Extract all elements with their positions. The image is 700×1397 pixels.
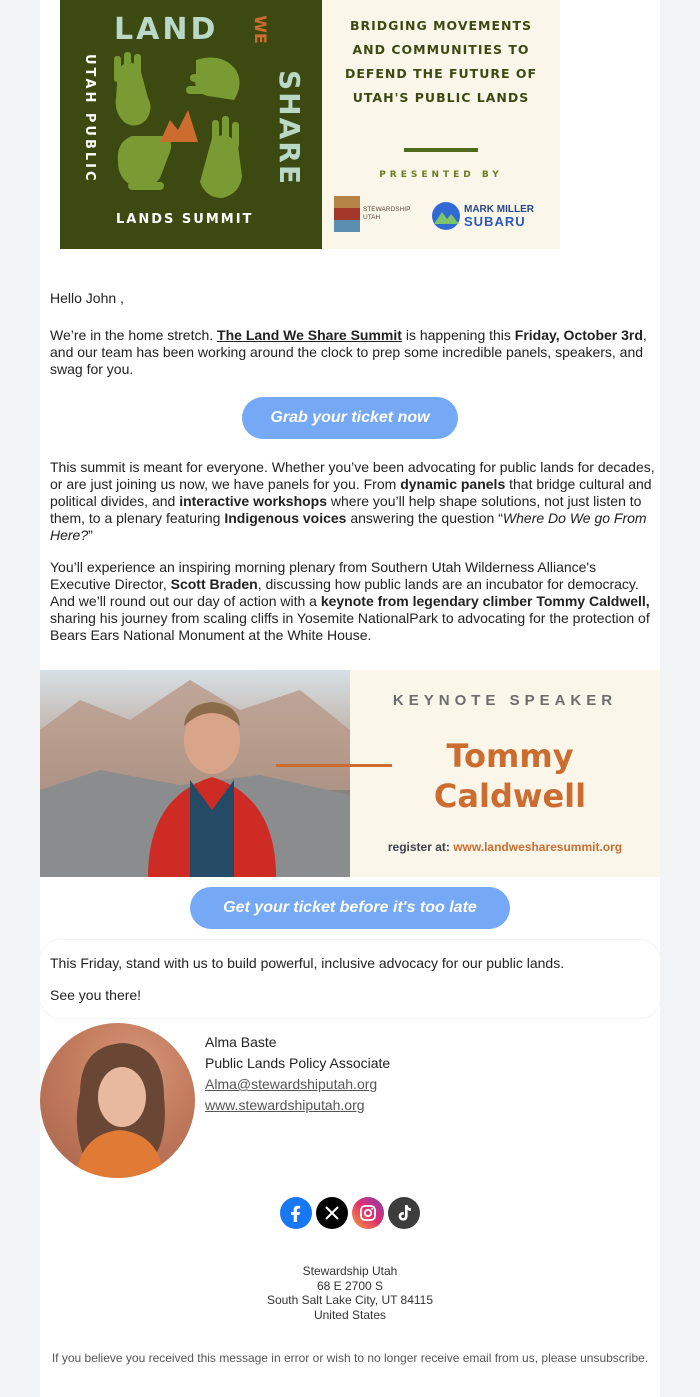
- keynote-speaker-photo: [40, 670, 350, 877]
- speakers-paragraph: You’ll experience an inspiring morning plenary from Southern Utah Wilderness Alliance's Executive Director, Scott Braden, discussing how public lands are an incubator for democracy. And we’ll round out our day of action with a keynote from legendary climber Tommy Caldwell, sharing his journey from scaling cliffs in Yosemite NationalPark to advocating for the protection of Bears Ears National Monument at the White House.: [50, 559, 650, 643]
- social-links: [280, 1197, 420, 1229]
- address-city: South Salt Lake City, UT 84115: [266, 1293, 434, 1307]
- presented-by-label: PRESENTED BY: [379, 170, 503, 180]
- logo-share-text: SHARE: [273, 70, 306, 186]
- mailing-address: [40, 1264, 660, 1322]
- address-country: United States: [313, 1307, 387, 1322]
- instagram-icon[interactable]: [352, 1197, 384, 1229]
- keynote-info-panel: [350, 670, 660, 877]
- get-ticket-before-late-button[interactable]: Get your ticket before it's too late: [190, 887, 510, 929]
- sponsor2-brand: SUBARU: [464, 214, 526, 229]
- mark-miller-subaru-logo: [432, 202, 534, 230]
- sponsor2-name: MARK MILLER: [464, 204, 534, 215]
- signature-name: Alma Baste: [205, 1034, 277, 1050]
- stewardship-utah-icon: [334, 196, 360, 232]
- summit-description-paragraph: This summit is meant for everyone. Whether you’ve been advocating for public lands for decades, or are just joining us now, we have panels for you. From dynamic panels that bridge cultural and political divides, and interactive workshops where you’ll help shape solutions, not just listen to them, to a plenary featuring Indigenous voices answering the question “Where Do We go From Here?”: [50, 459, 655, 543]
- logo-summit-text: LANDS SUMMIT: [116, 212, 254, 227]
- summit-tagline: BRIDGING MOVEMENTS AND COMMUNITIES TO DEFEND THE FUTURE OF UTAH'S PUBLIC LANDS: [344, 18, 538, 105]
- tagline-divider: [404, 148, 478, 152]
- stewardship-utah-logo: [334, 196, 410, 232]
- keynote-divider: [276, 764, 392, 767]
- sign-off-line: See you there!: [50, 987, 142, 1003]
- logo-we-text: WE: [250, 15, 270, 44]
- facebook-icon[interactable]: [280, 1197, 312, 1229]
- closing-block: [40, 940, 660, 1018]
- keynote-banner: [40, 670, 660, 877]
- mountain-logo-icon: [432, 202, 460, 230]
- keynote-name: Tommy Caldwell: [433, 737, 587, 815]
- sponsor1-sub: UTAH: [363, 214, 381, 221]
- tiktok-icon[interactable]: [388, 1197, 420, 1229]
- address-street: 68 E 2700 S: [316, 1278, 384, 1293]
- register-url: www.landwesharesummit.org: [453, 840, 623, 854]
- intro-paragraph: We’re in the home stretch. The Land We Share Summit is happening this Friday, October 3rd, and our team has been working around the clock to prep some incredible panels, speakers, and swag for you.: [50, 327, 647, 377]
- signature-title: Public Lands Policy Associate: [205, 1055, 391, 1071]
- greeting: Hello John ,: [50, 290, 124, 306]
- summit-tagline-panel: [322, 0, 560, 249]
- summit-link[interactable]: The Land We Share Summit: [217, 327, 402, 343]
- signature-website-link[interactable]: www.stewardshiputah.org: [205, 1097, 365, 1113]
- logo-land-text: LAND: [114, 12, 219, 47]
- address-org: Stewardship Utah: [302, 1264, 398, 1278]
- avatar: [40, 1023, 195, 1178]
- x-icon[interactable]: [316, 1197, 348, 1229]
- sponsor1-name: STEWARDSHIP: [363, 206, 411, 213]
- signature-email-link[interactable]: Alma@stewardshiputah.org: [205, 1076, 378, 1092]
- summit-banner: [60, 0, 560, 249]
- unsubscribe-notice[interactable]: If you believe you received this message in error or wish to no longer receive email from us, please unsubscribe.: [51, 1351, 649, 1365]
- speaker-illustration: [40, 670, 350, 877]
- keynote-label: KEYNOTE SPEAKER: [392, 692, 618, 709]
- register-line: register at: www.landwesharesummit.org: [387, 840, 623, 854]
- hands-icon: [108, 50, 268, 210]
- signature-block: [205, 1032, 390, 1116]
- summit-logo: [60, 0, 322, 249]
- closing-line: This Friday, stand with us to build powerful, inclusive advocacy for our public lands.: [50, 955, 565, 971]
- grab-ticket-button[interactable]: Grab your ticket now: [242, 397, 458, 439]
- logo-utah-text: UTAH PUBLIC: [82, 54, 97, 184]
